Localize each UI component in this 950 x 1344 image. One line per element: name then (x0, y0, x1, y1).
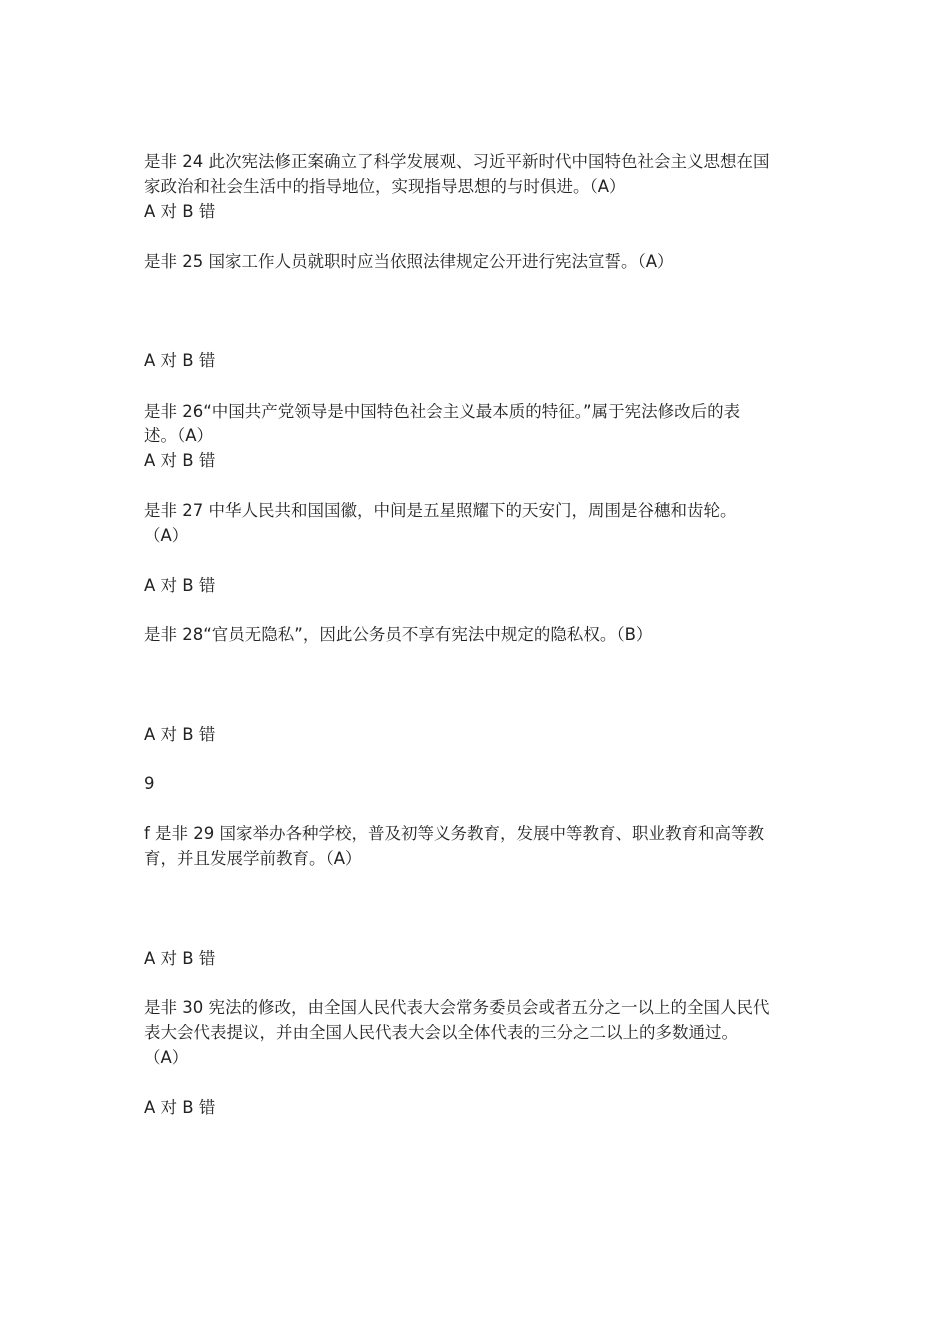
question-26-options: A 对 B 错 (144, 451, 216, 470)
question-30-options: A 对 B 错 (144, 1098, 216, 1117)
question-30-line-3: （A） (144, 1048, 189, 1067)
question-28-line-1: 是非 28“官员无隐私”，因此公务员不享有宪法中规定的隐私权。（B） (144, 625, 653, 644)
question-26-line-1: 是非 26“中国共产党领导是中国特色社会主义最本质的特征。”属于宪法修改后的表 (144, 402, 741, 421)
question-29-line-1: f 是非 29 国家举办各种学校，普及初等义务教育，发展中等教育、职业教育和高等教 (144, 824, 765, 843)
question-30-line-1: 是非 30 宪法的修改，由全国人民代表大会常务委员会或者五分之一以上的全国人民代 (144, 998, 770, 1017)
page-number: 9 (144, 774, 155, 793)
question-27-line-2: （A） (144, 526, 189, 545)
question-28-options: A 对 B 错 (144, 725, 216, 744)
question-30-line-2: 表大会代表提议，并由全国人民代表大会以全体代表的三分之二以上的多数通过。 (144, 1023, 738, 1042)
question-27-line-1: 是非 27 中华人民共和国国徽，中间是五星照耀下的天安门，周围是谷穗和齿轮。 (144, 501, 737, 520)
question-25-options: A 对 B 错 (144, 351, 216, 370)
question-29-options: A 对 B 错 (144, 949, 216, 968)
question-29-line-2: 育，并且发展学前教育。（A） (144, 849, 362, 868)
question-24-options: A 对 B 错 (144, 202, 216, 221)
question-24-line-2: 家政治和社会生活中的指导地位，实现指导思想的与时俱进。（A） (144, 177, 626, 196)
question-24-line-1: 是非 24 此次宪法修正案确立了科学发展观、习近平新时代中国特色社会主义思想在国 (144, 152, 770, 171)
question-26-line-2: 述。（A） (144, 426, 214, 445)
question-27-options: A 对 B 错 (144, 576, 216, 595)
question-25-line-1: 是非 25 国家工作人员就职时应当依照法律规定公开进行宪法宣誓。（A） (144, 252, 674, 271)
